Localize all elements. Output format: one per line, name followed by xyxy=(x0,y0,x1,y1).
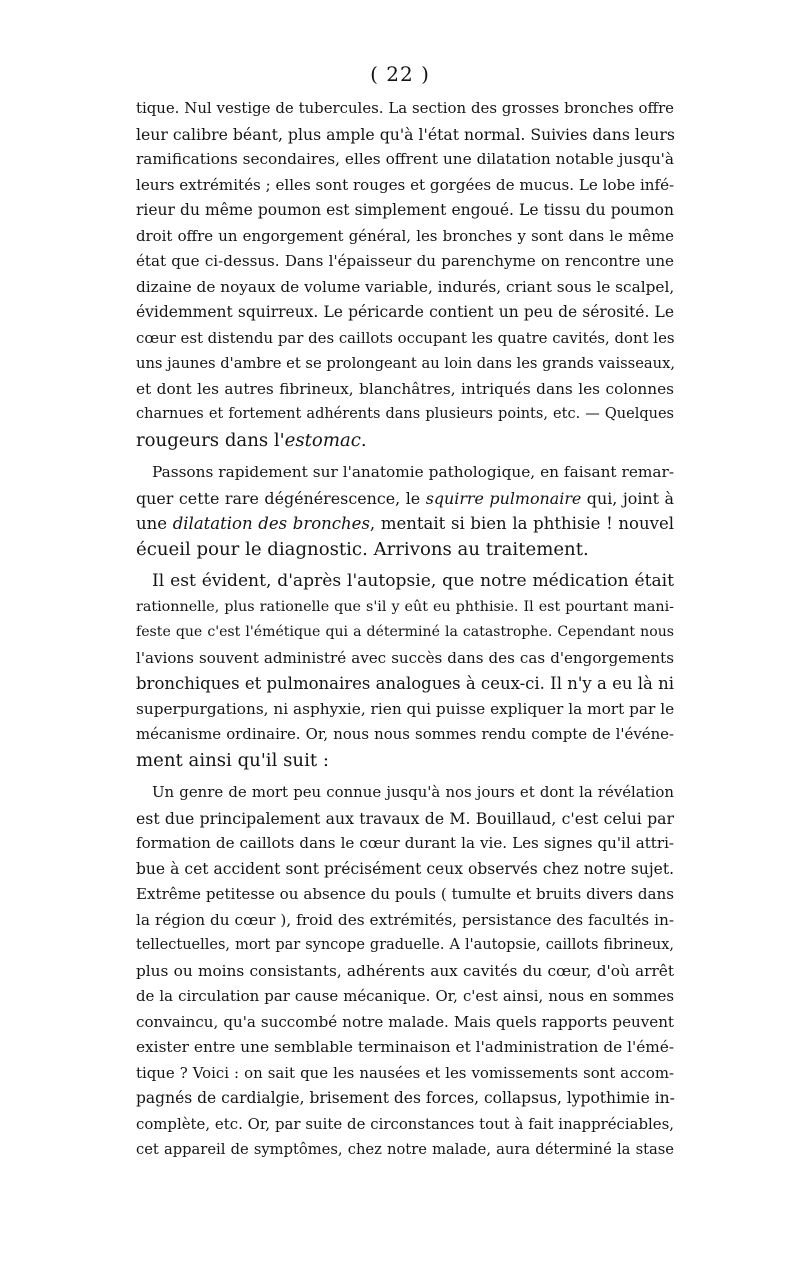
text-run: quer cette rare dégénérescence, le xyxy=(136,488,426,508)
text-line: cœur est distendu par des caillots occupant les quatre cavités, dont les xyxy=(136,328,675,347)
text-line xyxy=(136,428,674,454)
text-line: complète, etc. Or, par suite de circonstances tout à fait inappréciables, xyxy=(136,1114,674,1133)
text-line: Extrême petitesse ou absence du pouls ( tumulte et bruits divers dans xyxy=(136,885,674,903)
text-run: rougeurs dans l' xyxy=(136,429,285,451)
text-line: Un genre de mort peu connue jusqu'à nos jours et dont la révélation xyxy=(152,783,674,801)
text-line: rationnelle, plus rationelle que s'il y eût eu phthisie. Il est pourtant mani- xyxy=(136,598,674,615)
paragraph-mechanism xyxy=(136,780,674,1163)
text-line: superpurgations, ni asphyxie, rien qui puisse expliquer la mort par le xyxy=(136,699,675,718)
text-line: évidemment squirreux. Le péricarde contient un peu de sérosité. Le xyxy=(136,303,674,321)
text-line: mécanisme ordinaire. Or, nous nous sommes rendu compte de l'événe- xyxy=(136,725,674,743)
text-line: convaincu, qu'a succombé notre malade. Mais quels rapports peuvent xyxy=(136,1012,674,1031)
text-line: état que ci-dessus. Dans l'épaisseur du parenchyme on rencontre une xyxy=(136,252,674,270)
text-line: Passons rapidement sur l'anatomie pathologique, en faisant remar- xyxy=(152,463,674,481)
text-line: la région du cœur ), froid des extrémités, persistance des facultés in- xyxy=(136,910,674,929)
text-line xyxy=(136,511,674,537)
text-line: pagnés de cardialgie, brisement des forces, collapsus, lypothimie in- xyxy=(136,1089,675,1107)
text-line: l'avions souvent administré avec succès dans des cas d'engorgements xyxy=(136,648,674,667)
text-run: , mentait si bien la phthisie ! nouvel xyxy=(369,514,674,533)
text-line: exister entre une semblable terminaison et l'administration de l'émé- xyxy=(136,1038,674,1056)
text-line: bue à cet accident sont précisément ceux observés chez notre sujet. xyxy=(136,859,674,878)
paragraph-treatment xyxy=(136,569,674,773)
text-line: leur calibre béant, plus ample qu'à l'état normal. Suivies dans leurs xyxy=(136,124,675,144)
text-line: droit offre un engorgement général, les bronches y sont dans le même xyxy=(136,226,674,245)
text-line: dizaine de noyaux de volume variable, indurés, criant sous le scalpel, xyxy=(136,277,675,296)
text-line: écueil pour le diagnostic. Arrivons au traitement. xyxy=(136,538,589,560)
text-run: qui, joint à xyxy=(581,488,674,508)
italic-term: dilatation des bronches xyxy=(172,514,370,533)
text-line: feste que c'est l'émétique qui a déterminé la catastrophe. Cependant nous xyxy=(136,624,674,640)
text-line: Il est évident, d'après l'autopsie, que notre médication était xyxy=(152,571,674,591)
text-line: de la circulation par cause mécanique. Or, c'est ainsi, nous en sommes xyxy=(136,987,674,1005)
text-line: ramifications secondaires, elles offrent une dilatation notable jusqu'à xyxy=(136,150,674,168)
paragraph-pathology xyxy=(136,460,674,562)
body-text xyxy=(136,96,674,1163)
text-line: cet appareil de symptômes, chez notre malade, aura déterminé la stase xyxy=(136,1141,674,1158)
paragraph-autopsy xyxy=(136,96,674,453)
text-run: une xyxy=(136,514,173,533)
text-line: plus ou moins consistants, adhérents aux cavités du cœur, d'où arrêt xyxy=(136,961,674,980)
italic-term: squirre pulmonaire xyxy=(425,488,582,508)
text-line: tique ? Voici : on sait que les nausées et les vomissements sont accom- xyxy=(136,1063,674,1082)
text-line: est due principalement aux travaux de M. Bouillaud, c'est celui par xyxy=(136,808,674,828)
text-run: . xyxy=(360,429,367,451)
text-line: ment ainsi qu'il suit : xyxy=(136,749,329,771)
text-line: tique. Nul vestige de tubercules. La section des grosses bronches offre xyxy=(136,99,674,117)
text-line xyxy=(136,486,674,512)
text-line: leurs extrémités ; elles sont rouges et gorgées de mucus. Le lobe infé- xyxy=(136,175,675,194)
page-number: ( 22 ) xyxy=(370,62,430,86)
text-line: rieur du même poumon est simplement engoué. Le tissu du poumon xyxy=(136,201,674,219)
text-line: charnues et fortement adhérents dans plusieurs points, etc. — Quelques xyxy=(136,406,674,422)
text-line: bronchiques et pulmonaires analogues à ceux-ci. Il n'y a eu là ni xyxy=(136,674,674,693)
text-line: uns jaunes d'ambre et se prolongeant au loin dans les grands vaisseaux, xyxy=(136,355,676,372)
italic-term: estomac xyxy=(284,429,361,451)
text-line: et dont les autres fibrineux, blanchâtres, intriqués dans les colonnes xyxy=(136,379,674,398)
text-line: formation de caillots dans le cœur durant la vie. Les signes qu'il attri- xyxy=(136,834,674,852)
text-line: tellectuelles, mort par syncope graduelle. A l'autopsie, caillots fibrineux, xyxy=(136,937,674,953)
